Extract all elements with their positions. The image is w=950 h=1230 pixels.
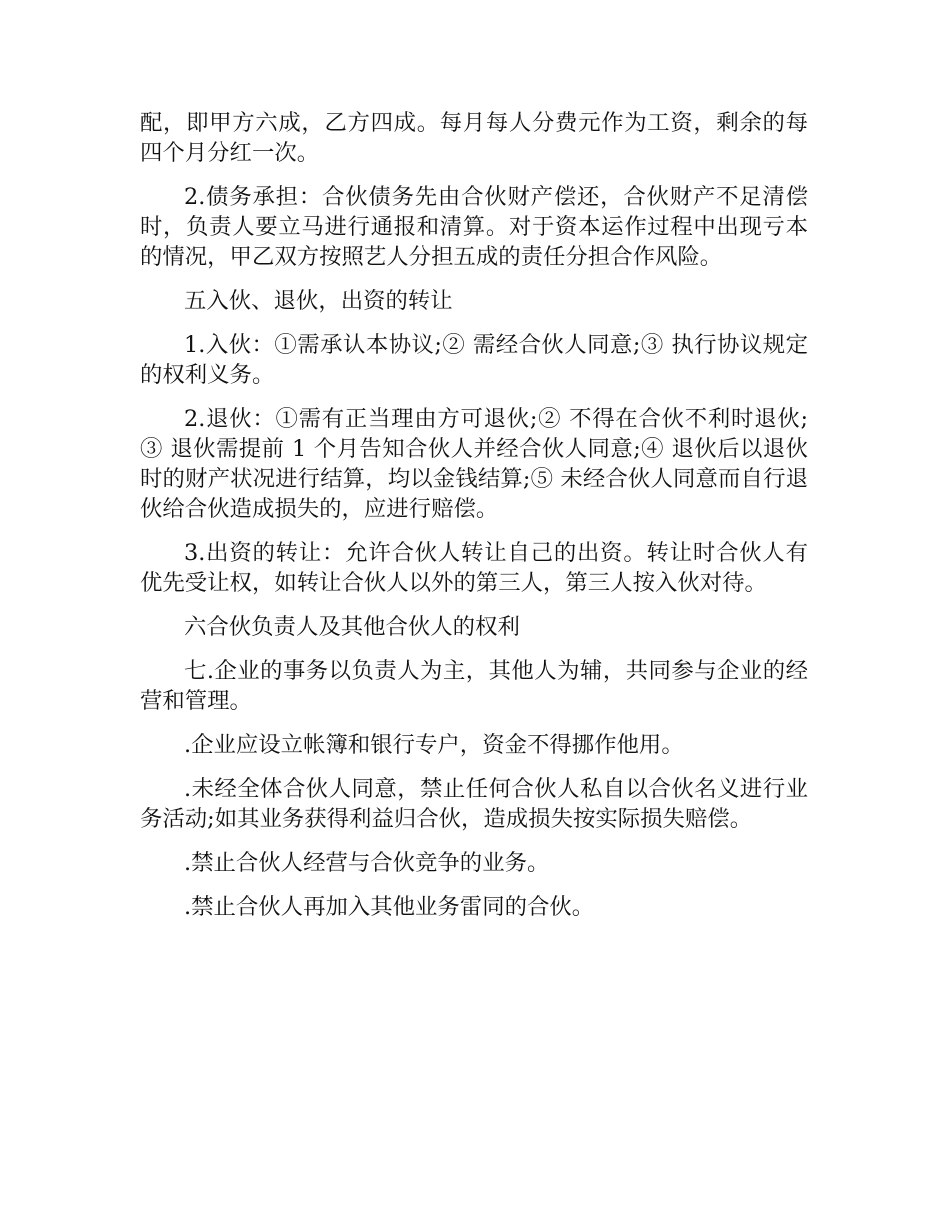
section-heading-partner-rights: 六合伙负责人及其他合伙人的权利 bbox=[184, 614, 520, 640]
paragraph-other-partnership-ban: .禁止合伙人再加入其他业务雷同的合伙。 bbox=[184, 894, 595, 920]
paragraph-business-affairs: 七.企业的事务以负责人为主，其他人为辅，共同参与企业的经营和管理。 bbox=[140, 658, 808, 714]
paragraph-withdrawal: 2.退伙：①需有正当理由方可退伙;② 不得在合伙不利时退伙;③ 退伙需提前 1 个月告知合伙人并经合伙人同意;④ 退伙后以退伙时的财产状况进行结算，均以金钱结算;⑤ 未经合伙人同意而自行退伙给合伙造成损失的，应进行赔偿。 bbox=[140, 406, 808, 522]
section-heading-admission-withdrawal: 五入伙、退伙，出资的转让 bbox=[184, 288, 453, 314]
document-body bbox=[140, 108, 808, 936]
paragraph-accounts: .企业应设立帐簿和银行专户，资金不得挪作他用。 bbox=[184, 732, 684, 758]
paragraph-capital-transfer: 3.出资的转让：允许合伙人转让自己的出资。转让时合伙人有优先受让权，如转让合伙人以外的第三人，第三人按入伙对待。 bbox=[140, 540, 808, 596]
paragraph-competition-ban: .禁止合伙人经营与合伙竞争的业务。 bbox=[184, 850, 550, 876]
paragraph-profit-distribution: 配，即甲方六成，乙方四成。每月每人分费元作为工资，剩余的每四个月分红一次。 bbox=[140, 110, 808, 166]
paragraph-admission: 1.入伙：①需承认本协议;② 需经合伙人同意;③ 执行协议规定的权利义务。 bbox=[140, 332, 808, 388]
paragraph-debt-liability: 2.债务承担：合伙债务先由合伙财产偿还，合伙财产不足清偿时，负责人要立马进行通报和清算。对于资本运作过程中出现亏本的情况，甲乙双方按照艺人分担五成的责任分担合作风险。 bbox=[140, 184, 808, 270]
paragraph-private-business-ban: .未经全体合伙人同意，禁止任何合伙人私自以合伙名义进行业务活动;如其业务获得利益归合伙，造成损失按实际损失赔偿。 bbox=[140, 776, 808, 832]
